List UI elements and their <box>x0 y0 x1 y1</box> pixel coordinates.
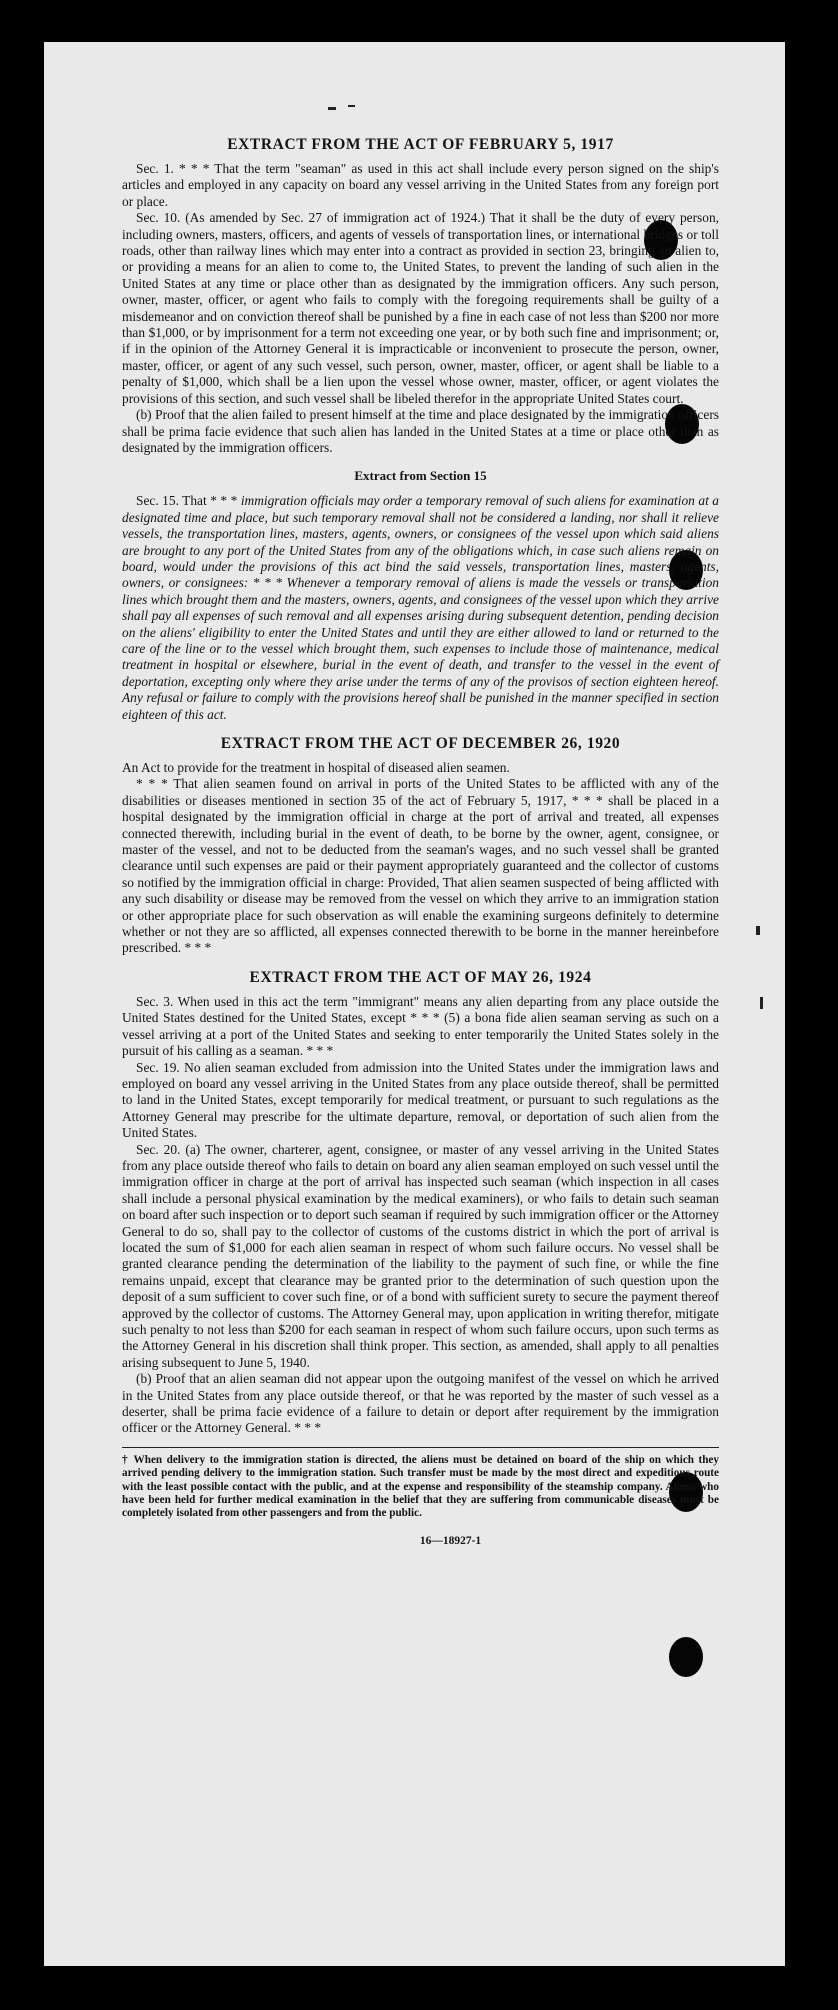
margin-mark <box>760 997 763 1009</box>
top-mark <box>328 107 336 110</box>
section-15-lead: Sec. 15. That * * * <box>136 493 241 509</box>
section-title-1924: EXTRACT FROM THE ACT OF MAY 26, 1924 <box>249 968 592 986</box>
document-body <box>122 136 719 1547</box>
section-title-1920: EXTRACT FROM THE ACT OF DECEMBER 26, 1920 <box>220 735 621 752</box>
paragraph: Sec. 19. No alien seaman excluded from admission into the United States under the immigration laws and employed on board any vessel arriving in the United States from any place outside thereof, shall be permitted to land in the United States, except temporarily for medical treatment, or pursuant to such regulations as the Attorney General may prescribe for the ultimate departure, removal, or deportation of such alien from the United States. <box>122 1059 719 1141</box>
paragraph: Sec. 20. (a) The owner, charterer, agent, consignee, or master of any vessel arriving in the United States from any place outside thereof who fails to detain on board any alien seaman employed on such vessel until the immigration officer in charge at the port of arrival has inspected such seaman (which inspection in all cases shall include a personal physical examination by the medical examiners), or who fails to detain such seaman on board after such inspection or to deport such seaman if required by such immigration officer or the Attorney General to do so, shall pay to the collector of customs of the customs district in which the port of arrival is located the sum of $1,000 for each alien seaman in respect of whom such failure occurs. No vessel shall be granted clearance pending the determination of the liability to the payment of such fine, or while the fine remains unpaid, except that clearance may be granted prior to the determination of such question upon the deposit of a sum sufficient to cover such fine, or of a bond with sufficient surety to secure the payment thereof approved by the collector of customs. The Attorney General may, upon application in writing therefor, mitigate such penalty to not less than $200 for each seaman in respect of whom such failure occurs, upon such terms as the Attorney General in his discretion shall think proper. This section, as amended, shall apply to all penalties arising subsequent to June 5, 1940. <box>122 1141 719 1370</box>
paragraph: Sec. 1. * * * That the term "seaman" as used in this act shall include every person signed on the ship's articles and employed in any capacity on board any vessel arriving in the United States from any foreign port or place. <box>122 161 719 209</box>
paragraph: An Act to provide for the treatment in hospital of diseased alien seamen. <box>122 760 510 775</box>
paragraph: (b) Proof that an alien seaman did not appear upon the outgoing manifest of the vessel on which he arrived in the United States from any place outside thereof, or that he was reported by the master of such vessel as a deserter, shall be prima facie evidence of a failure to detain or deport after requirement by the immigration officer or the Attorney General. * * * <box>122 1371 719 1436</box>
paragraph: (b) Proof that the alien failed to present himself at the time and place designated by the immigration officers shall be prima facie evidence that such alien has landed in the United States at a time or place other than as designated by the immigration officers. <box>122 407 719 455</box>
document-page <box>44 42 785 1966</box>
paragraph: Sec. 10. (As amended by Sec. 27 of immigration act of 1924.) That it shall be the duty of every person, including owners, masters, officers, and agents of vessels of transportation lines, or international bridges or toll roads, other than railway lines which may enter into a contract as provided in section 23, bringing an alien to, or providing a means for an alien to come to, the United States, to prevent the landing of such alien in the United States at any time or place other than as designated by the immigration officers. Any such person, owner, master, officer, or agent who fails to comply with the foregoing requirements shall be guilty of a misdemeanor and on conviction thereof shall be punished by a fine in each case of not less than $200 nor more than $1,000, or by imprisonment for a term not exceeding one year, or by both such fine and imprisonment; or, if in the opinion of the Attorney General it is impracticable or inconvenient to prosecute the person, owner, master, officer, or agent of any such vessel, such person, owner, master, officer, or agent shall be liable to a penalty of $1,000, which shall be a lien upon the vessel whose owner, master, officer, or agent violates the provisions of this section, and such vessel shall be libeled therefor in the appropriate United States court. <box>122 210 719 406</box>
punch-hole <box>669 1637 703 1677</box>
paragraph: * * * That alien seamen found on arrival in ports of the United States to be afflicted with any of the disabilities or diseases mentioned in section 35 of the act of February 5, 1917, * * * shall be placed in a hospital designated by the immigration official in charge at the port of arrival and treated, all expenses connected therewith, including burial in the event of death, to be borne by the owner, agent, consignee, or master of the vessel, and not to be deducted from the seaman's wages, and no such vessel shall be granted clearance until such expenses are paid or their payment appropriately guaranteed and the collector of customs so notified by the immigration official in charge: Provided, That alien seamen suspected of being afflicted with any such disability or disease may be removed from the vessel on which they arrive to an immigration station or other appropriate place for such observation as will enable the examining surgeons definitely to determine whether or not they are so afflicted, all expenses connected therewith to be borne in the manner hereinbefore prescribed. * * * <box>122 776 719 956</box>
section-15-title: Extract from Section 15 <box>354 468 487 484</box>
margin-mark <box>756 926 760 935</box>
paragraph: Sec. 3. When used in this act the term "immigrant" means any alien departing from any place outside the United States destined for the United States, except * * * (5) a bona fide alien seaman serving as such on a vessel arriving at a port of the United States and seeking to enter temporarily the United States solely in the pursuit of his calling as a seaman. * * * <box>122 993 719 1059</box>
section-15-text: immigration officials may order a temporary removal of such aliens for examination at a designated time and place, but such temporary removal shall not be considered a landing, nor shall it relieve vessels, the transportation lines, masters, agents, owners, or consignees of the vessel upon which said aliens are brought to any port of the United States from any of the obligations which, in case such aliens remain on board, would under the provisions of this act bind the said vessels, transportation lines, masters, agents, owners, or consignees: * * * Whenever a temporary removal of aliens is made the vessels or transportation lines which brought them and the masters, owners, agents, and consignees of the vessel upon which they arrive shall pay all expenses of such removal and all expenses arising during subsequent detention, pending decision on the aliens' eligibility to enter the United States and until they are either allowed to land or returned to the care of the line or to the vessel which brought them, such expenses to include those of maintenance, medical treatment in hospital or elsewhere, burial in the event of death, and transfer to the vessel in the event of deportation, excepting only where they arise under the terms of any of the provisos of section eighteen hereof. Any refusal or failure to comply with the provisions hereof shall be punished in the manner specified in section eighteen of this act. <box>122 493 719 722</box>
form-code: 16—18927-1 <box>419 1534 482 1547</box>
top-mark-2 <box>348 105 355 107</box>
section-title-1917: EXTRACT FROM THE ACT OF FEBRUARY 5, 1917 <box>227 136 614 153</box>
paragraph <box>122 493 719 723</box>
footnote: † When delivery to the immigration station is directed, the aliens must be detained on board of the ship on which they arrived pending delivery to the immigration station. Such transfer must be made by the most direct and expeditious route with the least possible contact with the public, and at the expense and responsibility of the steamship company. Aliens who have been held for further medical examination in the belief that they are suffering from communicable diseases must be completely isolated from other passengers and from the public. <box>122 1447 719 1521</box>
